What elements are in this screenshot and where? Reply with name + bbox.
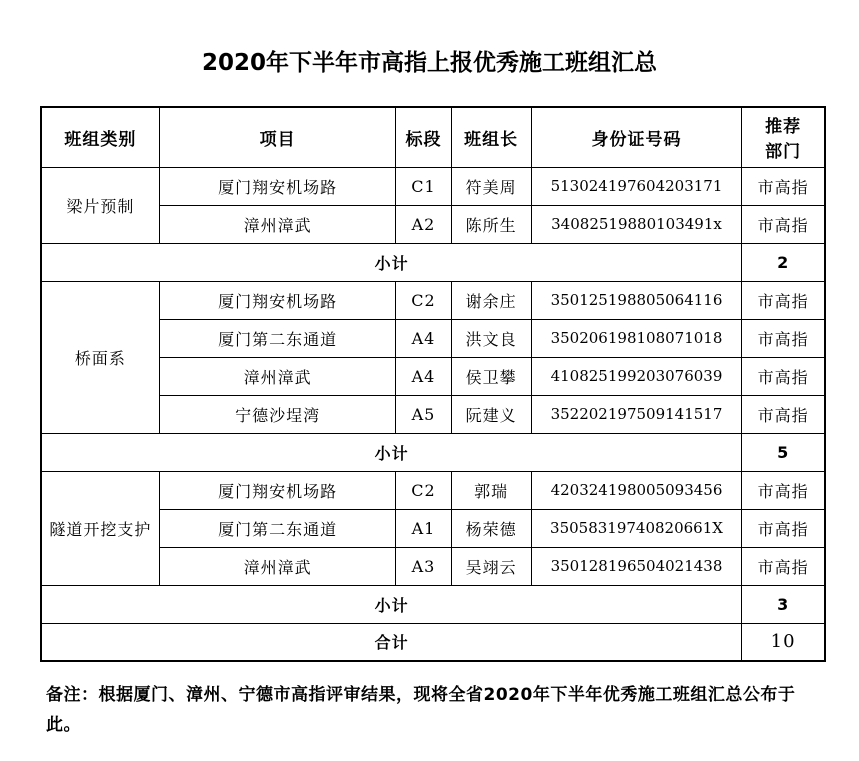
footnote: 备注：根据厦门、漳州、宁德市高指评审结果，现将全省2020年下半年优秀施工班组汇总公布于此。 [46,685,796,735]
dept-cell: 市高指 [742,471,825,509]
header-project: 项目 [159,107,396,167]
leader-cell: 阮建义 [451,395,531,433]
id-number-cell: 420324198005093456 [531,471,742,509]
project-cell: 漳州漳武 [159,205,396,243]
section-cell: A4 [396,357,451,395]
header-row [41,107,825,167]
section-cell: A5 [396,395,451,433]
section-cell: C2 [396,471,451,509]
id-number-cell: 350128196504021438 [531,547,742,585]
leader-cell: 吴翊云 [451,547,531,585]
header-section: 标段 [396,107,451,167]
table-row [41,509,825,547]
dept-cell: 市高指 [742,167,825,205]
project-cell: 厦门翔安机场路 [159,167,396,205]
id-number-cell: 350125198805064116 [531,281,742,319]
table-row [41,281,825,319]
total-value: 10 [742,623,825,661]
project-cell: 厦门翔安机场路 [159,281,396,319]
category-cell: 隧道开挖支护 [41,471,159,585]
dept-cell: 市高指 [742,509,825,547]
table-row [41,547,825,585]
table-row [41,471,825,509]
section-cell: A1 [396,509,451,547]
project-cell: 厦门第二东通道 [159,319,396,357]
subtotal-value: 3 [742,585,825,623]
leader-cell: 洪文良 [451,319,531,357]
project-cell: 宁德沙埕湾 [159,395,396,433]
project-cell: 漳州漳武 [159,357,396,395]
subtotal-value: 2 [742,243,825,281]
id-number-cell: 350206198108071018 [531,319,742,357]
dept-cell: 市高指 [742,319,825,357]
subtotal-row [41,243,825,281]
category-cell: 梁片预制 [41,167,159,243]
leader-cell: 杨荣德 [451,509,531,547]
leader-cell: 郭瑞 [451,471,531,509]
leader-cell: 符美周 [451,167,531,205]
total-row [41,623,825,661]
table-row [41,167,825,205]
leader-cell: 侯卫攀 [451,357,531,395]
header-id-number: 身份证号码 [531,107,742,167]
header-category: 班组类别 [41,107,159,167]
id-number-cell: 513024197604203171 [531,167,742,205]
section-cell: A3 [396,547,451,585]
header-leader: 班组长 [451,107,531,167]
project-cell: 厦门翔安机场路 [159,471,396,509]
subtotal-label: 小计 [41,433,742,471]
dept-cell: 市高指 [742,205,825,243]
section-cell: A4 [396,319,451,357]
dept-cell: 市高指 [742,281,825,319]
section-cell: A2 [396,205,451,243]
header-dept [742,107,825,167]
summary-table [40,106,826,662]
leader-cell: 陈所生 [451,205,531,243]
header-dept-line2: 部门 [765,142,802,163]
dept-cell: 市高指 [742,547,825,585]
id-number-cell: 34082519880103491x [531,205,742,243]
project-cell: 漳州漳武 [159,547,396,585]
category-cell: 桥面系 [41,281,159,433]
id-number-cell: 410825199203076039 [531,357,742,395]
table-row [41,395,825,433]
total-label: 合计 [41,623,742,661]
table-row [41,357,825,395]
table-row [41,319,825,357]
subtotal-label: 小计 [41,585,742,623]
subtotal-row [41,433,825,471]
dept-cell: 市高指 [742,395,825,433]
project-cell: 厦门第二东通道 [159,509,396,547]
page-title: 2020年下半年市高指上报优秀施工班组汇总 [201,50,657,76]
subtotal-label: 小计 [41,243,742,281]
header-dept-line1: 推荐 [765,117,802,138]
section-cell: C2 [396,281,451,319]
leader-cell: 谢余庄 [451,281,531,319]
id-number-cell: 35058319740820661X [531,509,742,547]
section-cell: C1 [396,167,451,205]
subtotal-value: 5 [742,433,825,471]
table-row [41,205,825,243]
dept-cell: 市高指 [742,357,825,395]
subtotal-row [41,585,825,623]
id-number-cell: 352202197509141517 [531,395,742,433]
